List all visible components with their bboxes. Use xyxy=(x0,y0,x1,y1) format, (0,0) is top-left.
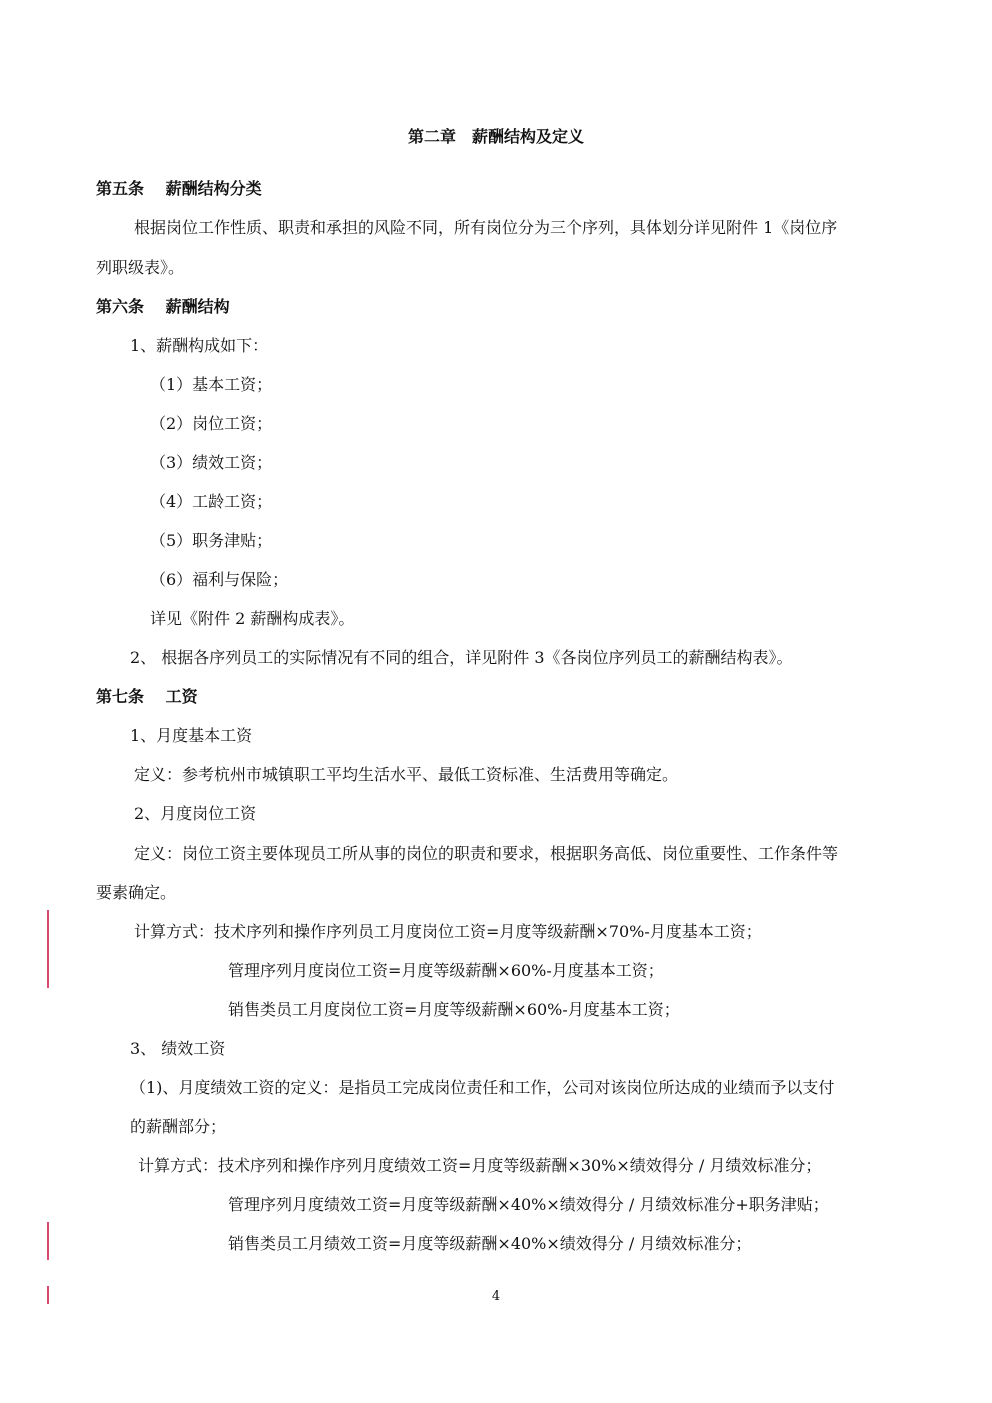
page-number: 4 xyxy=(491,1289,501,1304)
section-2-definition-line2: 要素确定。 xyxy=(96,883,177,902)
article-5-paragraph-line2: 列职级表》。 xyxy=(96,258,185,277)
section-2-formula-tech: 计算方式：技术序列和操作序列员工月度岗位工资=月度等级薪酬×70%-月度基本工资； xyxy=(134,922,762,941)
article-6-item1: 1、薪酬构成如下： xyxy=(130,336,269,355)
article-5-paragraph-line1: 根据岗位工作性质、职责和承担的风险不同，所有岗位分为三个序列，具体划分详见附件 1《岗位序 xyxy=(134,218,838,237)
revision-mark xyxy=(47,1222,49,1260)
component-item: （5）职务津贴； xyxy=(150,531,273,550)
section-3-formula-tech: 计算方式：技术序列和操作序列月度绩效工资=月度等级薪酬×30%×绩效得分 / 月绩效标准分； xyxy=(138,1156,822,1175)
article-5-heading: 第五条 薪酬结构分类 xyxy=(96,179,262,198)
section-2-definition-line1: 定义：岗位工资主要体现员工所从事的岗位的职责和要求，根据职务高低、岗位重要性、工作条件等 xyxy=(134,844,839,863)
see-also-note: 详见《附件 2 薪酬构成表》。 xyxy=(150,609,355,628)
section-2-title: 2、月度岗位工资 xyxy=(134,804,257,823)
section-2-formula-mgmt: 管理序列月度岗位工资=月度等级薪酬×60%-月度基本工资； xyxy=(228,961,664,980)
section-3-formula-mgmt: 管理序列月度绩效工资=月度等级薪酬×40%×绩效得分 / 月绩效标准分+职务津贴； xyxy=(228,1195,829,1214)
section-3-formula-sales: 销售类员工月绩效工资=月度等级薪酬×40%×绩效得分 / 月绩效标准分； xyxy=(228,1234,752,1253)
component-item: （4）工龄工资； xyxy=(150,492,273,511)
component-item: （1）基本工资； xyxy=(150,375,273,394)
chapter-title: 第二章 薪酬结构及定义 xyxy=(407,127,584,146)
article-6-heading: 第六条 薪酬结构 xyxy=(96,297,230,316)
component-item: （3）绩效工资； xyxy=(150,453,273,472)
article-6-item2: 2、 根据各序列员工的实际情况有不同的组合，详见附件 3《各岗位序列员工的薪酬结构表》。 xyxy=(130,648,793,667)
component-item: （6）福利与保险； xyxy=(150,570,289,589)
section-2-formula-sales: 销售类员工月度岗位工资=月度等级薪酬×60%-月度基本工资； xyxy=(228,1000,680,1019)
section-1-title: 1、月度基本工资 xyxy=(130,726,253,745)
revision-mark xyxy=(47,910,49,988)
section-3-definition-line1: （1)、月度绩效工资的定义：是指员工完成岗位责任和工作，公司对该岗位所达成的业绩而予以支付 xyxy=(130,1078,835,1097)
article-7-heading: 第七条 工资 xyxy=(96,687,198,706)
section-3-title: 3、 绩效工资 xyxy=(130,1039,226,1058)
section-3-definition-line2: 的薪酬部分； xyxy=(130,1117,227,1136)
component-item: （2）岗位工资； xyxy=(150,414,273,433)
section-1-definition: 定义：参考杭州市城镇职工平均生活水平、最低工资标准、生活费用等确定。 xyxy=(134,765,679,784)
